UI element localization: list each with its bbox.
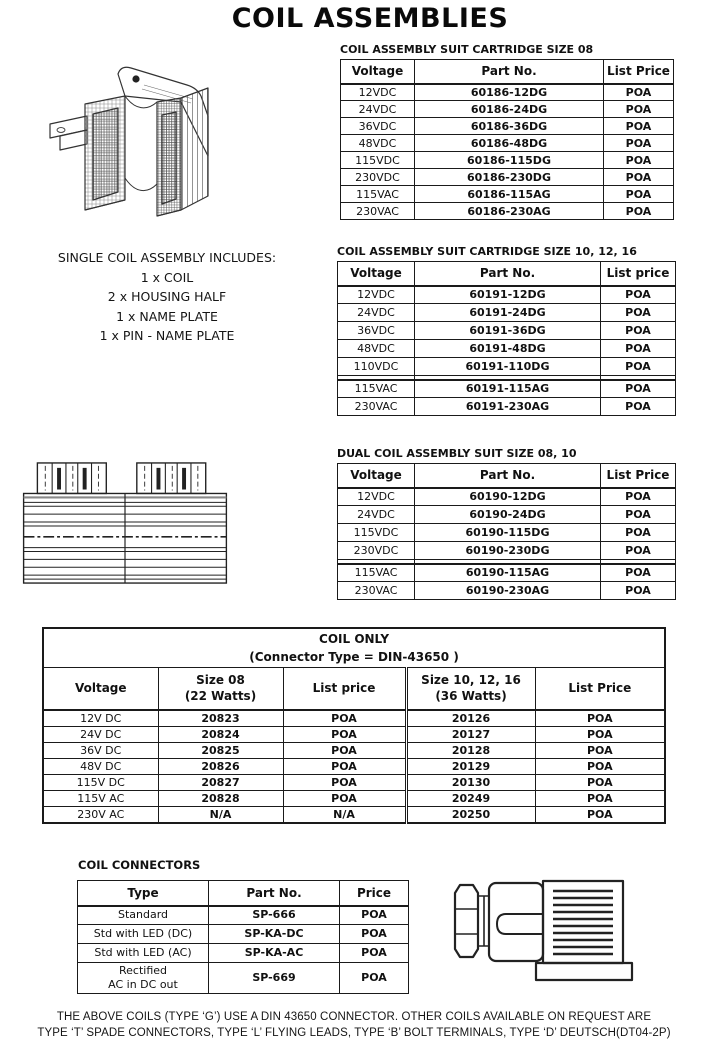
size08-table-caption: COIL ASSEMBLY SUIT CARTRIDGE SIZE 08 bbox=[340, 43, 594, 56]
table-cell: 48VDC bbox=[341, 135, 415, 152]
table-cell: 20827 bbox=[158, 774, 283, 790]
table-row bbox=[338, 488, 676, 506]
table-row bbox=[78, 906, 409, 925]
column-header-list-price: List Price bbox=[604, 60, 674, 84]
table-cell: 115VAC bbox=[341, 186, 415, 203]
table-row bbox=[78, 925, 409, 944]
table-cell: POA bbox=[604, 135, 674, 152]
table-row bbox=[338, 304, 676, 322]
table-row bbox=[338, 506, 676, 524]
table-cell: 12VDC bbox=[338, 488, 415, 506]
note-item: 2 x HOUSING HALF bbox=[107, 289, 227, 304]
table-cell: 24VDC bbox=[338, 304, 415, 322]
table-cell: 115VAC bbox=[338, 564, 415, 582]
table-row bbox=[341, 101, 674, 118]
table-cell: POA bbox=[340, 963, 409, 994]
table-cell: 60190-12DG bbox=[415, 488, 601, 506]
header-row bbox=[341, 60, 674, 84]
table-cell: 60190-24DG bbox=[415, 506, 601, 524]
table-cell: 230VAC bbox=[341, 203, 415, 220]
table-cell: 60191-48DG bbox=[415, 340, 601, 358]
column-header-size101216: Size 10, 12, 16 (36 Watts) bbox=[406, 668, 535, 710]
table-row bbox=[341, 152, 674, 169]
note-item: 1 x NAME PLATE bbox=[116, 308, 218, 324]
table-cell: N/A bbox=[283, 806, 406, 823]
table-title-row bbox=[43, 628, 665, 668]
column-header-list-price: List Price bbox=[601, 464, 676, 488]
table-cell: POA bbox=[283, 742, 406, 758]
table-cell: 60191-36DG bbox=[415, 322, 601, 340]
table-cell: 20129 bbox=[406, 758, 535, 774]
table-cell: POA bbox=[604, 169, 674, 186]
table-row bbox=[338, 380, 676, 398]
footer-line: THE ABOVE COILS (TYPE ‘G’) USE A DIN 43650 CONNECTOR. OTHER COILS AVAILABLE ON REQUEST ARE bbox=[56, 1011, 652, 1023]
table-cell: 20250 bbox=[406, 806, 535, 823]
table-cell: POA bbox=[604, 186, 674, 203]
table-cell: POA bbox=[283, 726, 406, 742]
table-cell: 60191-230AG bbox=[415, 398, 601, 416]
table-cell: 48VDC bbox=[338, 340, 415, 358]
table-row bbox=[43, 806, 665, 823]
table-row bbox=[338, 286, 676, 304]
table-cell: POA bbox=[601, 358, 676, 376]
table-cell: 230VDC bbox=[341, 169, 415, 186]
table-cell: 36VDC bbox=[341, 118, 415, 135]
dual-coil-assembly-drawing-icon bbox=[20, 460, 230, 586]
table-cell: POA bbox=[283, 774, 406, 790]
table-cell: 60190-115DG bbox=[415, 524, 601, 542]
table-cell: 60186-36DG bbox=[415, 118, 604, 135]
dual-coil-table bbox=[337, 463, 676, 600]
column-header-price: Price bbox=[340, 881, 409, 906]
table-cell: 60191-115AG bbox=[415, 380, 601, 398]
table-cell: 20128 bbox=[406, 742, 535, 758]
column-header-part-no: Part No. bbox=[415, 60, 604, 84]
table-row bbox=[341, 84, 674, 101]
connectors-table-caption: COIL CONNECTORS bbox=[78, 858, 201, 872]
table-cell: 36V DC bbox=[43, 742, 158, 758]
table-cell: 20126 bbox=[406, 710, 535, 727]
table-row bbox=[338, 398, 676, 416]
column-header-list-price: List price bbox=[601, 262, 676, 286]
dual-table-caption: DUAL COIL ASSEMBLY SUIT SIZE 08, 10 bbox=[337, 447, 577, 460]
column-header-voltage: Voltage bbox=[43, 668, 158, 710]
table-cell: POA bbox=[601, 322, 676, 340]
coil-connector-figure bbox=[437, 868, 642, 993]
column-header-size08: Size 08 (22 Watts) bbox=[158, 668, 283, 710]
table-cell: 12VDC bbox=[341, 84, 415, 101]
table-cell: POA bbox=[535, 726, 665, 742]
table-cell: POA bbox=[601, 564, 676, 582]
coil-connector-drawing-icon bbox=[437, 868, 642, 993]
column-header-voltage: Voltage bbox=[341, 60, 415, 84]
table-row bbox=[338, 542, 676, 560]
column-header-part-no: Part No. bbox=[209, 881, 340, 906]
table-row bbox=[338, 524, 676, 542]
column-header-type: Type bbox=[78, 881, 209, 906]
table-cell: SP-669 bbox=[209, 963, 340, 994]
table-cell: 20828 bbox=[158, 790, 283, 806]
note-item: 1 x COIL bbox=[140, 269, 194, 285]
table-row bbox=[341, 135, 674, 152]
table-cell: 20826 bbox=[158, 758, 283, 774]
table-cell: Std with LED (AC) bbox=[78, 944, 209, 963]
table-row bbox=[341, 203, 674, 220]
table-cell: POA bbox=[601, 398, 676, 416]
table-cell: 60186-12DG bbox=[415, 84, 604, 101]
column-header-voltage: Voltage bbox=[338, 262, 415, 286]
table-row bbox=[338, 340, 676, 358]
size101216-table bbox=[337, 261, 676, 416]
table-cell: 12V DC bbox=[43, 710, 158, 727]
table-cell: 48V DC bbox=[43, 758, 158, 774]
table-cell: POA bbox=[604, 203, 674, 220]
single-coil-note bbox=[8, 248, 326, 346]
table-row bbox=[43, 790, 665, 806]
table-cell: 20823 bbox=[158, 710, 283, 727]
note-item: 1 x PIN - NAME PLATE bbox=[99, 328, 235, 343]
table-cell: 110VDC bbox=[338, 358, 415, 376]
table-cell: POA bbox=[535, 758, 665, 774]
column-header-list-price-10: List Price bbox=[535, 668, 665, 710]
single-coil-assembly-drawing-icon bbox=[30, 58, 245, 233]
table-cell: Standard bbox=[78, 906, 209, 925]
table-cell: 24VDC bbox=[338, 506, 415, 524]
table-cell: 60186-230AG bbox=[415, 203, 604, 220]
footer-line: TYPE ‘T’ SPADE CONNECTORS, TYPE ‘L’ FLYING LEADS, TYPE ‘B’ BOLT TERMINALS, TYPE ‘D’ DEUTSCH(DT04-2P) bbox=[37, 1027, 671, 1039]
table-cell: 230VDC bbox=[338, 542, 415, 560]
table-cell: Std with LED (DC) bbox=[78, 925, 209, 944]
table-cell: 60186-48DG bbox=[415, 135, 604, 152]
table-cell: 60191-12DG bbox=[415, 286, 601, 304]
table-cell: POA bbox=[601, 304, 676, 322]
table-cell: POA bbox=[283, 790, 406, 806]
table-cell: 115VDC bbox=[338, 524, 415, 542]
coil-only-table bbox=[42, 627, 666, 824]
page-title: COIL ASSEMBLIES bbox=[231, 3, 509, 34]
table-cell: 115VAC bbox=[338, 380, 415, 398]
header-row bbox=[43, 668, 665, 710]
table-cell: POA bbox=[601, 542, 676, 560]
table-cell: 12VDC bbox=[338, 286, 415, 304]
table-cell: POA bbox=[604, 101, 674, 118]
table-cell: POA bbox=[283, 758, 406, 774]
table-row bbox=[78, 944, 409, 963]
table-cell: 20127 bbox=[406, 726, 535, 742]
size101216-table-caption: COIL ASSEMBLY SUIT CARTRIDGE SIZE 10, 12, 16 bbox=[337, 245, 637, 258]
header-row bbox=[78, 881, 409, 906]
table-cell: POA bbox=[601, 582, 676, 600]
table-cell: Rectified AC in DC out bbox=[78, 963, 209, 994]
table-cell: POA bbox=[535, 774, 665, 790]
table-cell: POA bbox=[604, 118, 674, 135]
table-cell: 60190-230DG bbox=[415, 542, 601, 560]
table-cell: SP-KA-AC bbox=[209, 944, 340, 963]
table-cell: 60186-115AG bbox=[415, 186, 604, 203]
table-cell: 60190-230AG bbox=[415, 582, 601, 600]
table-cell: N/A bbox=[158, 806, 283, 823]
table-cell: POA bbox=[340, 925, 409, 944]
table-cell: 20824 bbox=[158, 726, 283, 742]
table-cell: POA bbox=[535, 710, 665, 727]
table-cell: POA bbox=[604, 152, 674, 169]
table-cell: 60186-230DG bbox=[415, 169, 604, 186]
table-cell: POA bbox=[535, 806, 665, 823]
table-cell: 24VDC bbox=[341, 101, 415, 118]
table-cell: POA bbox=[535, 790, 665, 806]
table-cell: 36VDC bbox=[338, 322, 415, 340]
table-row bbox=[43, 710, 665, 727]
table-cell: 20825 bbox=[158, 742, 283, 758]
table-row bbox=[43, 726, 665, 742]
table-cell: 60186-115DG bbox=[415, 152, 604, 169]
footer-note bbox=[0, 1009, 708, 1041]
table-cell: SP-666 bbox=[209, 906, 340, 925]
header-row bbox=[338, 464, 676, 488]
table-row bbox=[338, 322, 676, 340]
coil-connectors-table bbox=[77, 880, 409, 994]
table-row bbox=[338, 564, 676, 582]
table-row bbox=[78, 963, 409, 994]
dual-coil-assembly-figure bbox=[20, 460, 230, 586]
table-cell: POA bbox=[604, 84, 674, 101]
column-header-voltage: Voltage bbox=[338, 464, 415, 488]
table-cell: POA bbox=[283, 710, 406, 727]
table-cell: 115VDC bbox=[341, 152, 415, 169]
table-cell: POA bbox=[601, 380, 676, 398]
table-cell: 20130 bbox=[406, 774, 535, 790]
header-row bbox=[338, 262, 676, 286]
coil-only-title-line2: (Connector Type = DIN-43650 ) bbox=[249, 650, 459, 664]
column-header-part-no: Part No. bbox=[415, 464, 601, 488]
table-cell: POA bbox=[535, 742, 665, 758]
single-coil-assembly-figure bbox=[30, 58, 245, 233]
table-row bbox=[338, 582, 676, 600]
table-cell: POA bbox=[601, 524, 676, 542]
table-cell: 230VAC bbox=[338, 398, 415, 416]
coil-only-title bbox=[43, 628, 665, 668]
table-row bbox=[43, 774, 665, 790]
note-heading: SINGLE COIL ASSEMBLY INCLUDES: bbox=[57, 250, 277, 265]
table-cell: 230V AC bbox=[43, 806, 158, 823]
coil-only-title-line1: COIL ONLY bbox=[319, 632, 390, 646]
table-cell: 60190-115AG bbox=[415, 564, 601, 582]
table-cell: POA bbox=[601, 340, 676, 358]
table-row bbox=[341, 118, 674, 135]
table-cell: 60191-24DG bbox=[415, 304, 601, 322]
table-cell: 60186-24DG bbox=[415, 101, 604, 118]
table-cell: 24V DC bbox=[43, 726, 158, 742]
table-row bbox=[341, 186, 674, 203]
table-cell: 230VAC bbox=[338, 582, 415, 600]
table-cell: POA bbox=[601, 506, 676, 524]
column-header-list-price-08: List price bbox=[283, 668, 406, 710]
table-cell: 20249 bbox=[406, 790, 535, 806]
table-row bbox=[43, 742, 665, 758]
table-cell: 115V DC bbox=[43, 774, 158, 790]
table-cell: POA bbox=[601, 488, 676, 506]
table-cell: 60191-110DG bbox=[415, 358, 601, 376]
table-cell: SP-KA-DC bbox=[209, 925, 340, 944]
table-cell: POA bbox=[340, 944, 409, 963]
column-header-part-no: Part No. bbox=[415, 262, 601, 286]
table-row bbox=[43, 758, 665, 774]
table-cell: POA bbox=[340, 906, 409, 925]
table-row bbox=[338, 358, 676, 376]
table-cell: 115V AC bbox=[43, 790, 158, 806]
table-cell: POA bbox=[601, 286, 676, 304]
size08-table bbox=[340, 59, 674, 220]
table-row bbox=[341, 169, 674, 186]
